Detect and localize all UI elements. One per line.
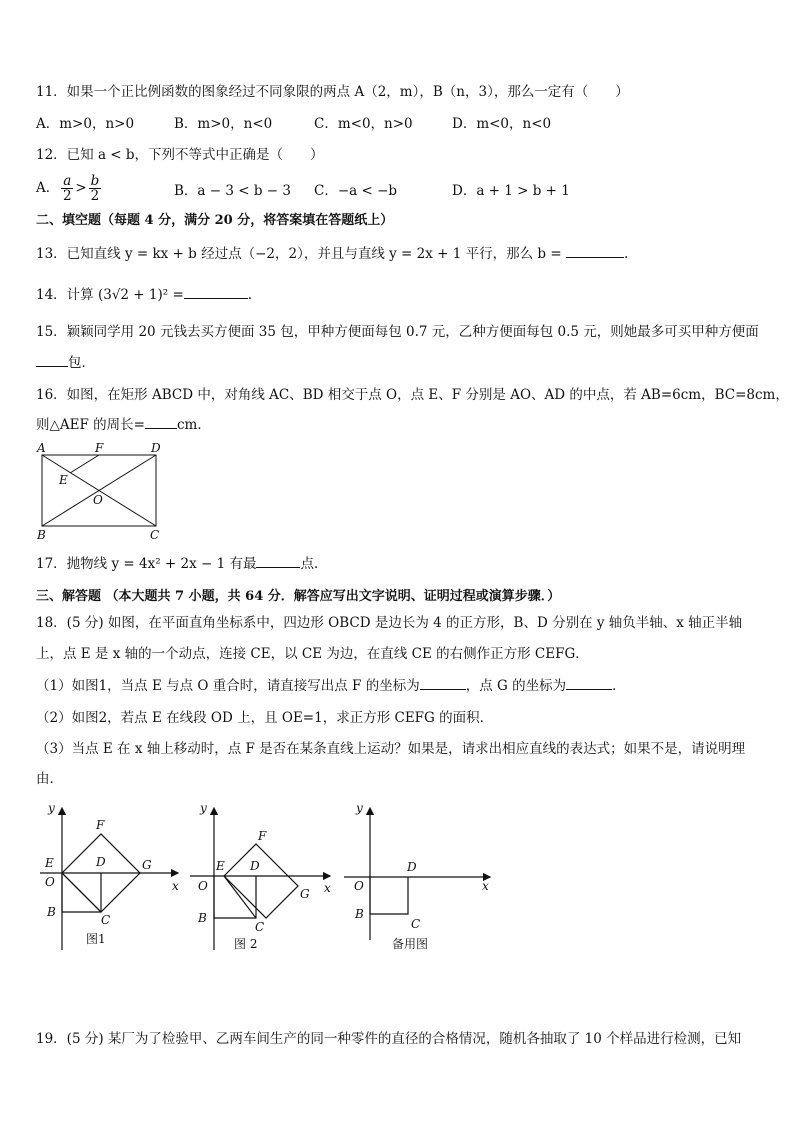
q18-part3-line2: 由． [36, 771, 63, 787]
q18-part1 [36, 677, 626, 695]
label-o: O [45, 875, 55, 889]
label-g: G [142, 858, 152, 872]
q18-line1: 18．(5 分) 如图，在平面直角坐标系中，四边形 OBCD 是边长为 4 的正方形，B、D 分别在 y 轴负半轴、x 轴正半轴 [36, 615, 743, 631]
label-o: O [198, 879, 208, 893]
label-c: C [411, 917, 421, 931]
q18-line2: 上，点 E 是 x 轴的一个动点，连接 CE，以 CE 为边，在直线 CE 的右侧作正方形 CEFG． [36, 646, 589, 662]
label-e: E [45, 856, 54, 870]
q14-text: 14．计算 (3√2 + 1)² = [36, 287, 184, 303]
segment-ef [70, 455, 99, 473]
q16-unit: cm． [176, 417, 211, 433]
segment-ec [62, 873, 101, 912]
label-g: G [300, 887, 310, 901]
square-obcd [214, 876, 256, 918]
q11-option-c: C．m<0，n>0 [314, 116, 413, 132]
label-o: O [354, 879, 364, 893]
label-d: D [250, 859, 260, 873]
label-c: C [150, 528, 160, 542]
label-a: A [37, 441, 46, 455]
figure-1-caption: 图1 [86, 932, 106, 946]
q18-figures [30, 798, 500, 958]
square-cefg [224, 844, 298, 918]
frac-den: 2 [62, 188, 72, 204]
label-b: B [47, 905, 56, 919]
q18-part2: （2）如图2，若点 E 在线段 OD 上，且 OE=1，求正方形 CEFG 的面积． [36, 710, 494, 726]
q13 [36, 245, 628, 263]
q19-line1: 19．(5 分) 某厂为了检验甲、乙两车间生产的同一种零件的直径的合格情况，随机各抽取了 10 个样品进行检测，已知 [36, 1031, 742, 1047]
label-y: y [48, 801, 55, 815]
q16-line2 [36, 416, 211, 434]
q18-part1-mid: ，点 G 的坐标为 [465, 678, 567, 694]
label-y: y [356, 801, 363, 815]
frac-num: b [90, 173, 100, 189]
q18-part1-text: （1）如图1，当点 E 与点 O 重合时，请直接写出点 F 的坐标为 [36, 678, 420, 694]
frac-num: a [63, 173, 72, 189]
segment-ec [224, 876, 256, 918]
label-d: D [96, 855, 106, 869]
q17-answer-blank[interactable] [256, 555, 300, 568]
q15-answer-blank[interactable] [36, 354, 68, 367]
q18-part1-end: ． [612, 678, 626, 694]
q16-text: 则△AEF 的周长= [36, 417, 145, 433]
q15-tail: 包． [68, 355, 95, 371]
label-f: F [258, 829, 267, 843]
label-f: F [96, 818, 105, 832]
q13-text: 13．已知直线 y = kx + b 经过点（−2，2），并且与直线 y = 2x + 1 平行，那么 b = [36, 246, 562, 262]
label-e: E [59, 473, 68, 487]
q12-option-a-label: A． [36, 180, 60, 196]
label-b: B [198, 911, 207, 925]
q11-option-b: B．m>0，n<0 [174, 116, 273, 132]
label-x: x [324, 881, 331, 895]
label-c: C [255, 920, 265, 934]
figure-1 [40, 801, 179, 950]
q12-option-d: D．a + 1 > b + 1 [452, 183, 570, 199]
q12-stem: 12．已知 a < b，下列不等式中正确是（ ） [36, 147, 324, 163]
frac-den: 2 [90, 188, 100, 204]
q17-text: 17．抛物线 y = 4x² + 2x − 1 有最 [36, 556, 257, 572]
q13-answer-blank[interactable] [566, 245, 624, 258]
q14 [36, 286, 252, 304]
label-d: D [407, 860, 417, 874]
fraction-a-over-2 [61, 174, 73, 203]
label-x: x [482, 879, 489, 893]
q18-g-coordinate-blank[interactable] [566, 677, 612, 690]
label-b: B [355, 907, 364, 921]
q16-rectangle-figure [32, 440, 172, 544]
q17-tail: 点． [300, 556, 328, 572]
q11-option-d: D．m<0，n<0 [452, 116, 552, 132]
label-d: D [151, 441, 161, 455]
q12-option-b: B．a − 3 < b − 3 [174, 183, 291, 199]
fraction-b-over-2 [89, 174, 102, 203]
figure-2 [190, 801, 331, 951]
figure-spare [344, 801, 490, 951]
q11-option-a: A．m>0，n>0 [36, 116, 135, 132]
label-e: E [216, 859, 225, 873]
q18-f-coordinate-blank[interactable] [420, 677, 466, 690]
q11-stem: 11．如果一个正比例函数的图象经过不同象限的两点 A（2，m），B（n，3），那么一定有（ ） [36, 84, 629, 100]
q16-line1: 16．如图，在矩形 ABCD 中，对角线 AC、BD 相交于点 O，点 E、F 分别是 AO、AD 的中点，若 AB=6cm，BC=8cm， [36, 387, 789, 403]
q14-period: . [247, 287, 253, 303]
label-o: O [93, 493, 103, 507]
gt-sign: > [75, 180, 87, 196]
section-2-heading: 二、填空题（每题 4 分，满分 20 分，将答案填在答题纸上） [36, 213, 394, 228]
figure-spare-caption: 备用图 [392, 937, 429, 951]
q16-answer-blank[interactable] [145, 416, 177, 429]
q17 [36, 555, 327, 573]
label-b: B [37, 528, 46, 542]
label-c: C [101, 913, 111, 927]
q18-part3-line1: （3）当点 E 在 x 轴上移动时，点 F 是否在某条直线上运动？如果是，请求出相应直线的表达式；如果不是，请说明理 [36, 741, 746, 757]
q12-option-a [36, 174, 103, 203]
q13-period: . [623, 246, 629, 262]
figure-2-caption: 图 2 [234, 937, 258, 951]
label-x: x [172, 879, 179, 893]
section-3-heading: 三、解答题 （本大题共 7 小题，共 64 分．解答应写出文字说明、证明过程或演算步骤．） [36, 589, 561, 604]
label-f: F [95, 441, 104, 455]
q15-line1: 15．颖颖同学用 20 元钱去买方便面 35 包，甲种方便面每包 0.7 元，乙种方便面每包 0.5 元，则她最多可买甲种方便面 [36, 324, 759, 340]
q14-answer-blank[interactable] [184, 286, 248, 299]
label-y: y [200, 801, 207, 815]
q12-option-c: C．−a < −b [314, 183, 398, 199]
q15-line2 [36, 354, 95, 372]
square-obcd [370, 877, 408, 914]
